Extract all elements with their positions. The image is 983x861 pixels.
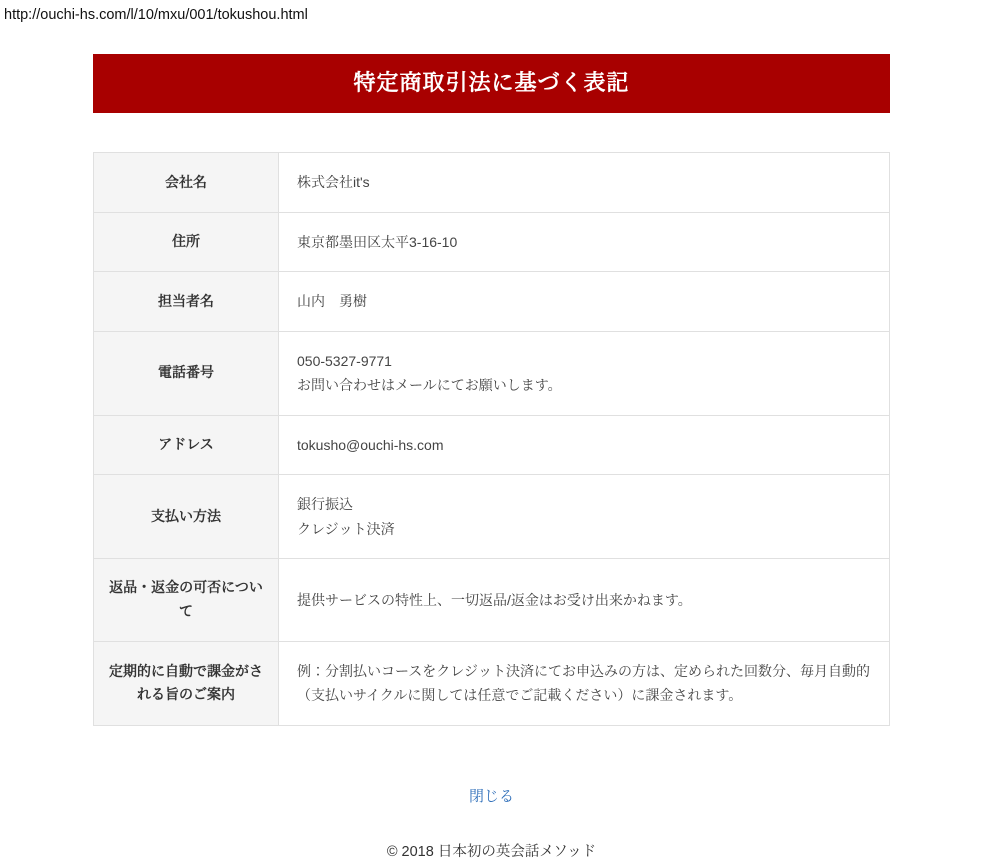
value-line: 銀行振込 (297, 496, 353, 513)
row-label: 定期的に自動で課金がされる旨のご案内 (94, 641, 279, 725)
row-value (279, 212, 890, 272)
table-row (94, 559, 890, 642)
table-row (94, 272, 890, 332)
row-label: 支払い方法 (94, 475, 279, 559)
table-row (94, 153, 890, 213)
close-link[interactable]: 閉じる (468, 787, 514, 805)
value-line: 東京都墨田区太平3-16-10 (297, 233, 458, 250)
tokushoho-info-table (93, 152, 890, 726)
close-link-container (93, 785, 890, 806)
row-value (279, 415, 890, 475)
row-value (279, 641, 890, 725)
row-value (279, 475, 890, 559)
table-row (94, 212, 890, 272)
page-title: 特定商取引法に基づく表記 (93, 54, 890, 113)
row-label: アドレス (94, 415, 279, 475)
value-line: 050-5327-9771 (297, 352, 392, 369)
row-label: 電話番号 (94, 331, 279, 415)
value-line: 山内 勇樹 (297, 293, 367, 310)
browser-url-bar: http://ouchi-hs.com/l/10/mxu/001/tokushou.html (4, 7, 308, 23)
row-label: 担当者名 (94, 272, 279, 332)
table-row (94, 415, 890, 475)
row-value (279, 153, 890, 213)
value-line: クレジット決済 (297, 520, 395, 537)
value-line: お問い合わせはメールにてお願いします。 (297, 377, 562, 394)
value-line: 例：分割払いコースをクレジット決済にてお申込みの方は、定められた回数分、毎月自動的（支払いサイクルに関しては任意でご記載ください）に課金されます。 (297, 662, 870, 704)
table-row (94, 331, 890, 415)
table-row (94, 641, 890, 725)
row-value (279, 272, 890, 332)
value-line: tokusho@ouchi-hs.com (297, 436, 444, 453)
row-label: 返品・返金の可否について (94, 559, 279, 642)
row-label: 住所 (94, 212, 279, 272)
footer-copyright: © 2018 日本初の英会話メソッド (386, 843, 597, 860)
table-row (94, 475, 890, 559)
page-container (0, 54, 983, 861)
row-label: 会社名 (94, 153, 279, 213)
value-line: 株式会社it's (297, 174, 370, 191)
row-value (279, 559, 890, 642)
table-body (94, 153, 890, 726)
value-line: 提供サービスの特性上、一切返品/返金はお受け出来かねます。 (297, 591, 692, 608)
row-value (279, 331, 890, 415)
